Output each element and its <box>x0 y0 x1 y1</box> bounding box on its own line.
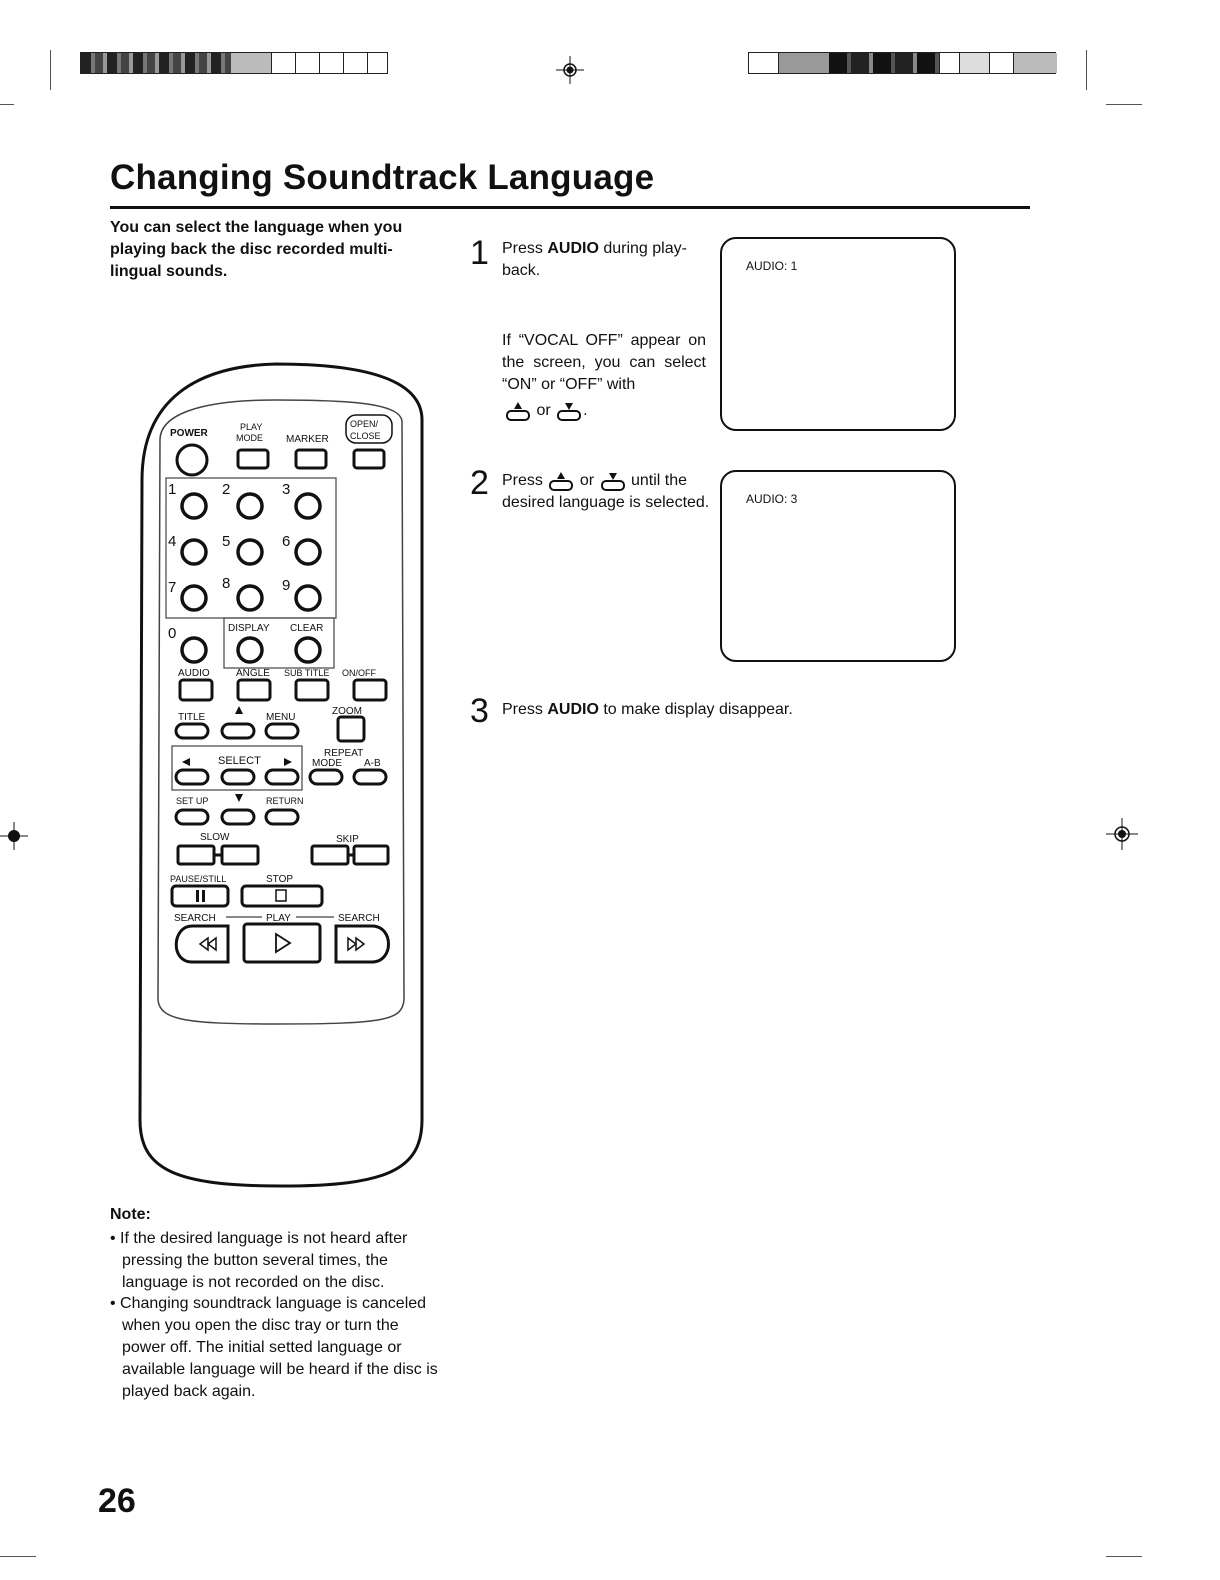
step-number-3: 3 <box>470 692 489 730</box>
remote-label-power: POWER <box>170 428 208 439</box>
remote-control-illustration <box>136 360 432 1196</box>
note-list <box>110 1228 440 1402</box>
remote-label-5: 5 <box>222 533 231 550</box>
note-heading: Note: <box>110 1206 151 1223</box>
step-3-bold: AUDIO <box>547 701 599 718</box>
registration-bar-left <box>80 52 388 74</box>
step-1-extra-text: If “VOCAL OFF” appear on the screen, you can select “ON” or “OFF” with <box>502 332 706 393</box>
note-item: • Changing soundtrack language is canceled when you open the disc tray or turn the power off. The initial setted language or available language will be heard if the disc is played back again. <box>110 1295 438 1400</box>
up-button-icon <box>504 400 532 422</box>
step-2-post: until the desired language is selected. <box>502 472 710 512</box>
remote-label-audio: AUDIO <box>178 668 210 679</box>
step-3-pre: Press <box>502 701 548 718</box>
crosshair-icon-right <box>1106 818 1138 850</box>
step-1-extra <box>502 330 706 396</box>
remote-label-7: 7 <box>168 579 177 596</box>
screen-display-2-text: AUDIO: 3 <box>746 492 798 506</box>
remote-label-angle: ANGLE <box>236 668 270 679</box>
remote-label-setup: SET UP <box>176 796 209 806</box>
remote-label-1: 1 <box>168 481 177 498</box>
remote-label-subtitle: SUB TITLE <box>284 668 330 678</box>
remote-label-repeat: REPEAT <box>324 748 364 759</box>
page-number: 26 <box>98 1482 136 1520</box>
remote-label-4: 4 <box>168 533 177 550</box>
note-item: • If the desired language is not heard after pressing the button several times, the language is not recorded on the disc. <box>110 1230 408 1291</box>
remote-label-zoom: ZOOM <box>332 706 362 717</box>
remote-label-0: 0 <box>168 625 177 642</box>
remote-label-play: PLAY <box>266 913 291 924</box>
down-button-icon <box>599 470 627 492</box>
remote-label-8: 8 <box>222 575 231 592</box>
step-1-buttons: or . <box>504 400 588 428</box>
remote-body-outline <box>140 364 422 1186</box>
remote-label-menu: MENU <box>266 712 296 723</box>
remote-pause-icon-left <box>196 890 199 902</box>
remote-label-6: 6 <box>282 533 291 550</box>
remote-label-search-right: SEARCH <box>338 913 380 924</box>
screen-display-1 <box>720 237 956 431</box>
remote-label-stop: STOP <box>266 874 294 885</box>
crosshair-icon-left <box>0 822 28 850</box>
step-1-post: during play-back. <box>502 240 687 279</box>
page-title: Changing Soundtrack Language <box>110 158 655 197</box>
step-2-pre: Press <box>502 472 543 490</box>
trim-mark <box>1086 50 1087 90</box>
step-1-bold: AUDIO <box>547 240 599 257</box>
trim-mark <box>1106 104 1142 105</box>
remote-label-onoff: ON/OFF <box>342 668 376 678</box>
step-number-2: 2 <box>470 464 489 502</box>
remote-label-play-mode-1: PLAY <box>240 422 263 432</box>
remote-label-9: 9 <box>282 577 291 594</box>
remote-label-clear: CLEAR <box>290 623 324 634</box>
screen-display-2 <box>720 470 956 662</box>
remote-label-skip: SKIP <box>336 834 359 845</box>
trim-mark <box>0 104 14 105</box>
title-rule <box>110 206 1030 209</box>
screen-display-1-text: AUDIO: 1 <box>746 259 798 273</box>
remote-label-slow: SLOW <box>200 832 230 843</box>
remote-label-marker: MARKER <box>286 434 329 445</box>
remote-label-mode: MODE <box>312 758 342 769</box>
remote-label-play-mode-2: MODE <box>236 433 263 443</box>
remote-label-ab: A-B <box>364 758 381 769</box>
step-2-text <box>502 470 716 514</box>
crosshair-icon <box>556 56 584 84</box>
remote-label-display: DISPLAY <box>228 623 270 634</box>
remote-pause-icon-right <box>202 890 205 902</box>
step-1-pre: Press <box>502 240 548 257</box>
step-2-mid: or <box>579 472 595 490</box>
remote-label-search-left: SEARCH <box>174 913 216 924</box>
remote-label-select: SELECT <box>218 755 261 767</box>
step-3-text <box>502 699 922 721</box>
intro-text: You can select the language when you playing back the disc recorded multi-lingual sounds. <box>110 219 403 280</box>
remote-label-open-1: OPEN/ <box>350 419 379 429</box>
remote-label-2: 2 <box>222 481 231 498</box>
up-button-icon <box>547 470 575 492</box>
down-button-icon <box>555 400 583 422</box>
trim-mark <box>50 50 51 90</box>
step-1-or: or <box>536 402 551 420</box>
step-1-text <box>502 238 712 282</box>
remote-label-3: 3 <box>282 481 291 498</box>
remote-label-pause: PAUSE/STILL <box>170 874 227 884</box>
registration-bar-right <box>748 52 1056 74</box>
trim-mark <box>0 1556 36 1557</box>
step-number-1: 1 <box>470 234 489 272</box>
remote-label-open-2: CLOSE <box>350 431 381 441</box>
remote-label-return: RETURN <box>266 796 304 806</box>
step-3-post: to make display disappear. <box>598 701 793 718</box>
trim-mark <box>1106 1556 1142 1557</box>
remote-label-title: TITLE <box>178 712 206 723</box>
